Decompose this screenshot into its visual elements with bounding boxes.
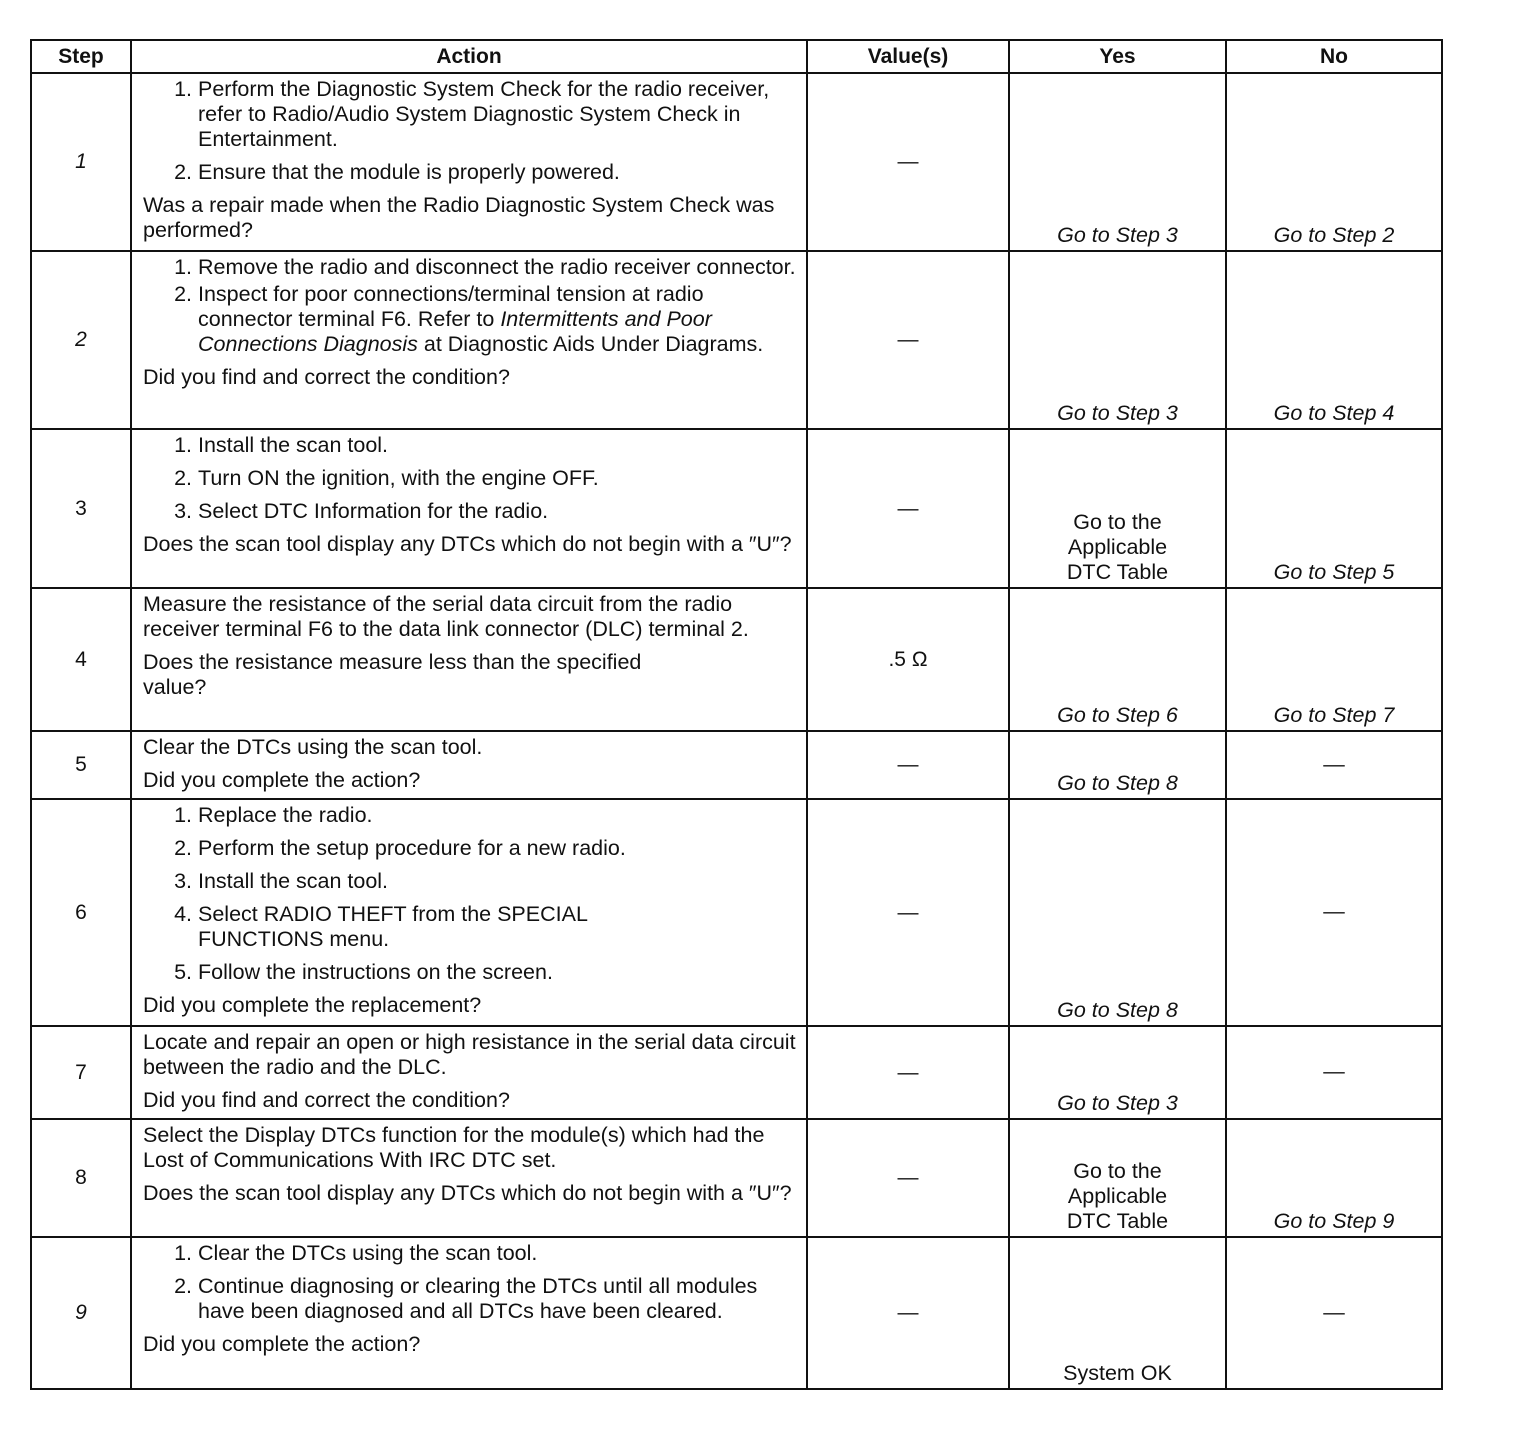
yes-cell: Go to Step 8 — [1009, 799, 1226, 1026]
action-list — [143, 433, 800, 524]
no-cell: — — [1226, 731, 1442, 799]
no-cell: Go to Step 2 — [1226, 73, 1442, 251]
header-values: Value(s) — [807, 40, 1009, 73]
no-cell: — — [1226, 799, 1442, 1026]
action-text: Measure the resistance of the serial data circuit from the radio receiver terminal F6 to the data link connector (DLC) terminal 2. — [143, 592, 749, 641]
table-row — [31, 1237, 1442, 1389]
yes-cell: Go to Step 3 — [1009, 73, 1226, 251]
yes-cell: Go to Step 3 — [1009, 251, 1226, 429]
value-cell: — — [807, 799, 1009, 1026]
header-step: Step — [31, 40, 131, 73]
table-row — [31, 429, 1442, 588]
no-cell: Go to Step 5 — [1226, 429, 1442, 588]
action-text: Locate and repair an open or high resistance in the serial data circuit between the radio and the DLC. — [143, 1030, 796, 1079]
action-item: 2. Perform the setup procedure for a new radio. — [198, 836, 800, 861]
no-cell: Go to Step 9 — [1226, 1119, 1442, 1237]
action-question: Did you complete the replacement? — [143, 993, 482, 1017]
action-question: Does the scan tool display any DTCs which do not begin with a ″U″? — [143, 1181, 792, 1205]
header-action: Action — [131, 40, 807, 73]
action-question: Did you complete the action? — [143, 768, 421, 792]
table-row — [31, 588, 1442, 731]
value-cell: .5 Ω — [807, 588, 1009, 731]
action-text: Clear the DTCs using the scan tool. — [143, 735, 483, 759]
yes-cell: Go to Step 6 — [1009, 588, 1226, 731]
action-question: Does the scan tool display any DTCs which do not begin with a ″U″? — [143, 532, 792, 556]
step-number: 5 — [31, 731, 131, 799]
action-cell — [131, 1026, 807, 1119]
action-cell — [131, 588, 807, 731]
step-number: 3 — [31, 429, 131, 588]
action-cell — [131, 799, 807, 1026]
value-cell: — — [807, 1119, 1009, 1237]
action-text: Select the Display DTCs function for the module(s) which had the Lost of Communications With IRC DTC set. — [143, 1123, 765, 1172]
action-question: Did you find and correct the condition? — [143, 1088, 510, 1112]
action-list — [143, 77, 800, 185]
value-cell: — — [807, 251, 1009, 429]
step-number: 6 — [31, 799, 131, 1026]
step-number: 8 — [31, 1119, 131, 1237]
action-question: Does the resistance measure less than the specified value? — [143, 650, 642, 699]
action-list — [143, 1241, 800, 1324]
action-question: Did you complete the action? — [143, 1332, 421, 1356]
action-item: 3. Select DTC Information for the radio. — [198, 499, 800, 524]
header-no: No — [1226, 40, 1442, 73]
action-cell — [131, 73, 807, 251]
step-number: 7 — [31, 1026, 131, 1119]
action-item: 1. Clear the DTCs using the scan tool. — [198, 1241, 800, 1266]
step-number: 9 — [31, 1237, 131, 1389]
yes-cell: Go to the Applicable DTC Table — [1009, 1119, 1226, 1237]
table-row — [31, 731, 1442, 799]
action-item: 1. Install the scan tool. — [198, 433, 800, 458]
no-cell: — — [1226, 1237, 1442, 1389]
header-yes: Yes — [1009, 40, 1226, 73]
step-number: 4 — [31, 588, 131, 731]
yes-cell: Go to Step 3 — [1009, 1026, 1226, 1119]
yes-cell: System OK — [1009, 1237, 1226, 1389]
action-question: Was a repair made when the Radio Diagnostic System Check was performed? — [143, 193, 775, 242]
action-item: 1. Perform the Diagnostic System Check for the radio receiver, refer to Radio/Audio System Diagnostic System Check in Entertainment. — [198, 77, 800, 152]
value-cell: — — [807, 731, 1009, 799]
action-item: 3. Install the scan tool. — [198, 869, 800, 894]
reference-link: Intermittents and Poor Connections Diagnosis — [198, 307, 712, 356]
yes-cell: Go to the Applicable DTC Table — [1009, 429, 1226, 588]
header-row — [31, 40, 1442, 73]
action-item: 1. Replace the radio. — [198, 803, 800, 828]
step-number: 2 — [31, 251, 131, 429]
action-cell — [131, 429, 807, 588]
no-cell: Go to Step 7 — [1226, 588, 1442, 731]
table-row — [31, 251, 1442, 429]
table-row — [31, 799, 1442, 1026]
table-row — [31, 1119, 1442, 1237]
yes-cell: Go to Step 8 — [1009, 731, 1226, 799]
action-item: 2. Turn ON the ignition, with the engine OFF. — [198, 466, 800, 491]
action-item-text: at Diagnostic Aids Under Diagrams. — [417, 332, 764, 356]
action-cell — [131, 731, 807, 799]
action-item-text: Inspect for poor connections/terminal tension at radio connector terminal F6. Refer to — [198, 282, 704, 331]
table-row — [31, 73, 1442, 251]
value-cell: — — [807, 73, 1009, 251]
action-cell — [131, 1237, 807, 1389]
value-cell: — — [807, 1237, 1009, 1389]
table-row — [31, 1026, 1442, 1119]
action-item: 5. Follow the instructions on the screen. — [198, 960, 800, 985]
action-item: 4. Select RADIO THEFT from the SPECIAL FUNCTIONS menu. — [198, 902, 800, 952]
action-item: 1. Remove the radio and disconnect the radio receiver connector. — [198, 255, 800, 280]
step-number: 1 — [31, 73, 131, 251]
no-cell: Go to Step 4 — [1226, 251, 1442, 429]
action-question: Did you find and correct the condition? — [143, 365, 510, 389]
no-cell: — — [1226, 1026, 1442, 1119]
action-list — [143, 255, 800, 357]
diagnostic-table — [30, 39, 1443, 1390]
action-cell — [131, 1119, 807, 1237]
action-item — [198, 282, 800, 357]
value-cell: — — [807, 429, 1009, 588]
action-cell — [131, 251, 807, 429]
action-item: 2. Continue diagnosing or clearing the DTCs until all modules have been diagnosed and all DTCs have been cleared. — [198, 1274, 800, 1324]
action-list — [143, 803, 800, 985]
action-item: 2. Ensure that the module is properly powered. — [198, 160, 800, 185]
value-cell: — — [807, 1026, 1009, 1119]
